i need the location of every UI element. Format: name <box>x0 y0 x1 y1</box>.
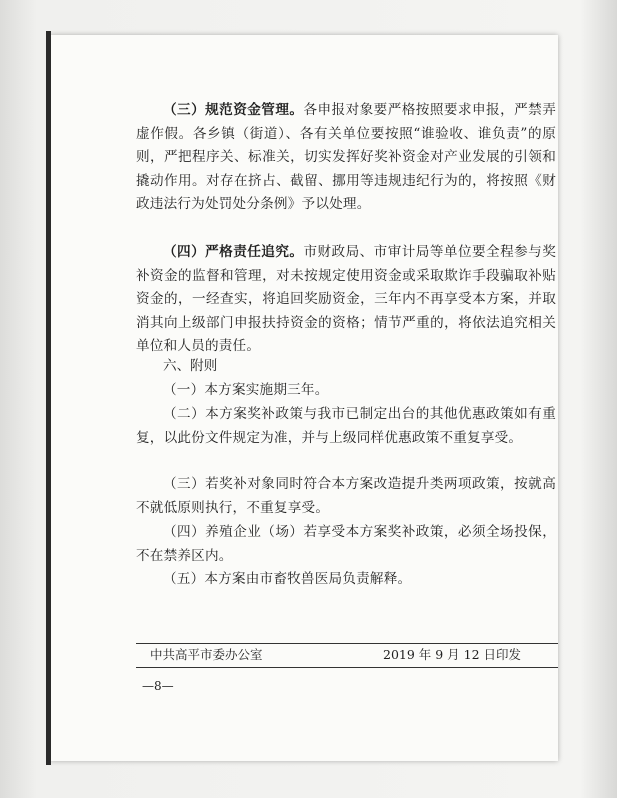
paragraph-accountability <box>136 241 556 359</box>
paragraph-body: 各申报对象要严格按照要求申报，严禁弄虚作假。各乡镇（街道）、各有关单位要按照“谁验收、谁负责”的原则，严把程序关、标准关，切实发挥好奖补资金对产业发展的引领和撬动作用。对存在挤占、截留、挪用等违规违纪行为的，将按照《财政违法行为处罚处分条例》予以处理。 <box>136 102 556 213</box>
paragraph-body: 市财政局、市审计局等单位要全程参与奖补资金的监督和管理，对未按规定使用资金或采取欺诈手段骗取补贴资金的，一经查实，将追回奖励资金，三年内不再享受本方案，并取消其向上级部门申报扶持资金的资格；情节严重的，将依法追究相关单位和人员的责任。 <box>136 244 556 355</box>
paragraph-title: （四）严格责任追究。 <box>163 244 304 260</box>
paragraph-fund-management <box>136 99 556 217</box>
list-item: （三）若奖补对象同时符合本方案改造提升类两项政策，按就高不就低原则执行，不重复享受。 <box>136 476 556 516</box>
footer-bottom-rule <box>136 667 558 668</box>
page-number: —8— <box>142 679 174 693</box>
document-page <box>50 35 558 761</box>
section-heading: 六、附则 <box>163 358 218 374</box>
footer-date: 2019 年 9 月 12 日印发 <box>383 647 522 662</box>
paragraph-title: （三）规范资金管理。 <box>163 102 304 118</box>
footer-top-rule <box>136 643 558 644</box>
list-item: （五）本方案由市畜牧兽医局负责解释。 <box>163 571 412 587</box>
list-item: （四）养殖企业（场）若享受本方案奖补政策，必须全场投保，不在禁养区内。 <box>136 524 556 564</box>
list-item: （二）本方案奖补政策与我市已制定出台的其他优惠政策如有重复，以此份文件规定为准，并与上级同样优惠政策不重复享受。 <box>136 406 556 446</box>
footer-issuer: 中共高平市委办公室 <box>150 647 263 662</box>
list-item: （一）本方案实施期三年。 <box>163 382 329 398</box>
